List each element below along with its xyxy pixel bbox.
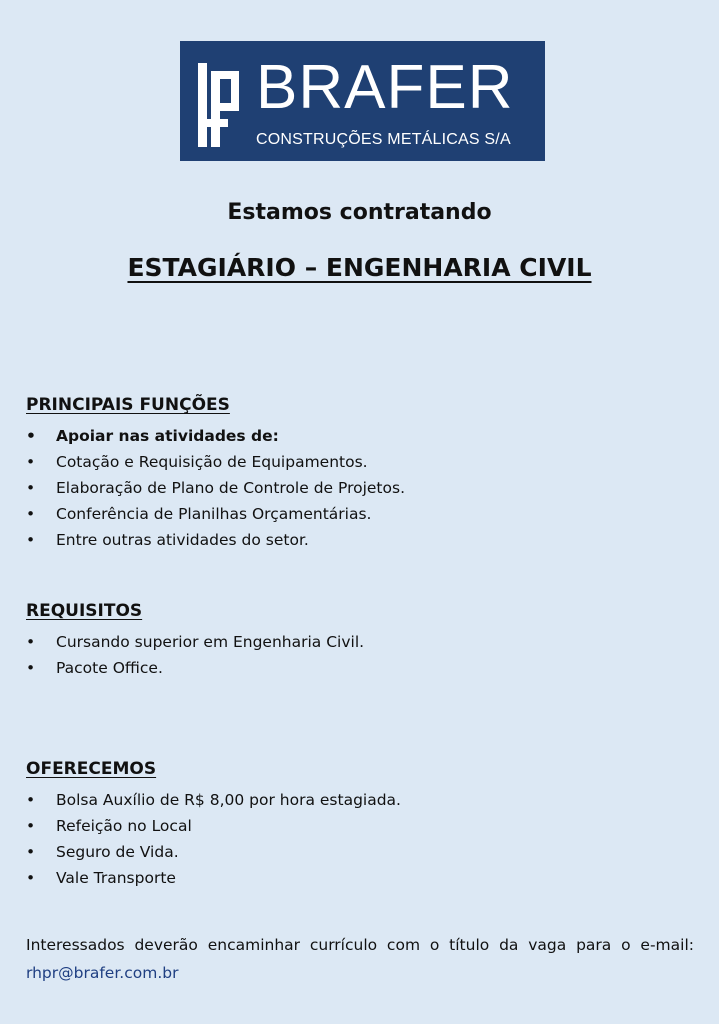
- job-title: [0, 253, 719, 282]
- functions-section: [26, 395, 696, 553]
- list-item: [26, 787, 696, 813]
- bullet: •: [26, 453, 36, 471]
- list-item: [26, 475, 696, 501]
- bullet: •: [26, 869, 36, 887]
- list-item-text: Vale Transporte: [56, 869, 176, 887]
- bullet: •: [26, 505, 36, 523]
- list-item-text: Elaboração de Plano de Controle de Projetos.: [56, 479, 405, 497]
- logo-company-subtitle: CONSTRUÇÕES METÁLICAS S/A: [256, 131, 511, 148]
- list-item: [26, 629, 696, 655]
- bullet: •: [26, 843, 36, 861]
- offers-heading: OFERECEMOS: [26, 759, 157, 779]
- contact-email-link[interactable]: rhpr@brafer.com.br: [26, 964, 179, 982]
- list-item-text: Cotação e Requisição de Equipamentos.: [56, 453, 368, 471]
- logo-company-name: BRAFER: [256, 53, 514, 122]
- company-logo: [180, 41, 545, 161]
- bullet: •: [26, 791, 36, 809]
- hiring-heading: Estamos contratando: [227, 200, 492, 225]
- list-item-text: Refeição no Local: [56, 817, 192, 835]
- list-item: [26, 501, 696, 527]
- list-item: [26, 839, 696, 865]
- list-item: [26, 655, 696, 681]
- list-item-text: Bolsa Auxílio de R$ 8,00 por hora estagiada.: [56, 791, 401, 809]
- functions-list: [26, 423, 696, 553]
- requirements-heading: REQUISITOS: [26, 601, 143, 621]
- list-item-text: Cursando superior em Engenharia Civil.: [56, 633, 365, 651]
- list-item: [26, 865, 696, 891]
- offers-section: [26, 759, 696, 891]
- list-item-text: Seguro de Vida.: [56, 843, 179, 861]
- brafer-logo-mark-icon: [198, 63, 246, 147]
- bullet: •: [26, 659, 36, 677]
- instructions-text: Interessados deverão encaminhar currículo com o título da vaga para o e-mail:: [26, 936, 694, 954]
- bullet: •: [26, 817, 36, 835]
- list-item: [26, 449, 696, 475]
- functions-heading: PRINCIPAIS FUNÇÕES: [26, 395, 230, 415]
- list-item: [26, 423, 696, 449]
- list-item-text: Apoiar nas atividades de:: [56, 427, 279, 445]
- requirements-list: [26, 629, 696, 681]
- bullet: •: [26, 479, 36, 497]
- bullet: •: [26, 633, 36, 651]
- list-item-text: Conferência de Planilhas Orçamentárias.: [56, 505, 372, 523]
- list-item-text: Pacote Office.: [56, 659, 163, 677]
- requirements-section: [26, 601, 696, 681]
- list-item-text: Entre outras atividades do setor.: [56, 531, 309, 549]
- list-item: [26, 527, 696, 553]
- bullet: •: [26, 531, 36, 549]
- offers-list: [26, 787, 696, 891]
- bullet: •: [26, 427, 36, 445]
- list-item: [26, 813, 696, 839]
- application-instructions: [26, 931, 694, 987]
- job-title-text: ESTAGIÁRIO – ENGENHARIA CIVIL: [127, 253, 592, 282]
